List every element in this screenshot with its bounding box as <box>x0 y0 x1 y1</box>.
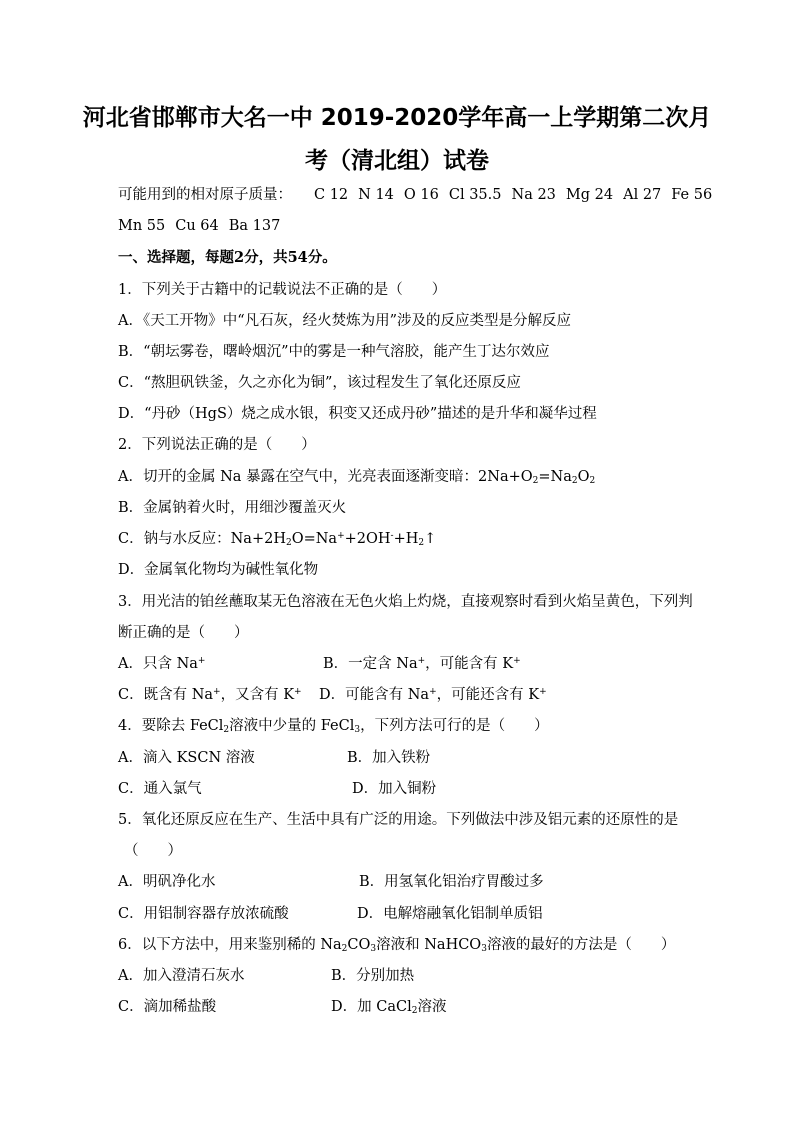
q5-options-row2 <box>118 904 678 924</box>
exam-title-line2: 考（清北组）试卷 <box>305 148 489 174</box>
q1-option-c: C．“熬胆矾铁釜，久之亦化为铜”，该过程发生了氧化还原反应 <box>118 375 521 391</box>
q2-a-equation: $2Na+O_2=Na_2O_2$ <box>478 469 596 486</box>
q1-option-b: B．“朝坛雾卷，曙岭烟沉”中的雾是一种气溶胶，能产生丁达尔效应 <box>118 344 550 360</box>
q3-stem-line1: 3．用光洁的铂丝蘸取某无色溶液在无色火焰上灼烧，直接观察时看到火焰呈黄色，下列判 <box>118 594 693 610</box>
q4-options-row2 <box>118 779 678 799</box>
q4-option-d: D．加入铜粉 <box>352 781 437 797</box>
section-heading: 一、选择题，每题2分，共54分。 <box>118 249 337 266</box>
q6-option-a: A．加入澄清石灰水 <box>118 968 245 984</box>
q2-c-equation: $Na+2H_2O=Na^++2OH^-+H_2↑$ <box>230 531 437 548</box>
q3-stem-line2: 断正确的是（ ） <box>118 625 249 641</box>
q1-option-d: D．“丹砂（HgS）烧之成水银，积变又还成丹砂”描述的是升华和凝华过程 <box>118 406 597 422</box>
q3-option-b: B．一定含 Na+，可能含有 K+ <box>323 656 521 672</box>
q6-options-row1 <box>118 966 678 986</box>
q2-option-a: A．切开的金属 Na 暴露在空气中，光亮表面逐渐变暗：$2Na+O_2=Na_2O_2$ <box>118 469 596 486</box>
q4-options-row1 <box>118 748 678 768</box>
q5-option-d: D．电解熔融氧化铝制单质铝 <box>357 906 543 922</box>
q3-option-a: A．只含 Na+ <box>118 656 206 672</box>
atomic-mass-label: 可能用到的相对原子质量： <box>118 187 292 203</box>
q6-option-c: C．滴加稀盐酸 <box>118 999 217 1015</box>
q4-option-b: B．加入铁粉 <box>347 750 431 766</box>
q5-option-c: C．用铝制容器存放浓硫酸 <box>118 906 289 922</box>
q5-option-a: A．明矾净化水 <box>118 874 216 890</box>
q5-option-b: B．用氢氧化铝治疗胃酸过多 <box>359 874 544 890</box>
q4-stem: 4．要除去 FeCl$_2$溶液中少量的 FeCl$_3$，下列方法可行的是（ ） <box>118 718 549 735</box>
q3-options-row1 <box>118 654 678 674</box>
q5-options-row1 <box>118 872 678 892</box>
q6-options-row2 <box>118 997 678 1017</box>
q3-option-d: D．可能含有 Na+，可能还含有 K+ <box>319 687 547 703</box>
q5-stem-line2: （ ） <box>124 843 182 859</box>
atomic-mass-row1: 可能用到的相对原子质量： C 12 N 14 O 16 Cl 35.5 Na 23 Mg 24 Al 27 Fe 56 <box>118 187 713 203</box>
q3-options-row2 <box>118 685 678 705</box>
q5-stem-line1: 5．氧化还原反应在生产、生活中具有广泛的用途。下列做法中涉及铝元素的还原性的是 <box>118 812 679 828</box>
q2-option-d: D．金属氧化物均为碱性氧化物 <box>118 562 319 578</box>
q6-option-d: D．加 CaCl$_2$溶液 <box>331 999 447 1016</box>
q2-option-b: B．金属钠着火时，用细沙覆盖灭火 <box>118 500 347 516</box>
q1-stem: 1．下列关于古籍中的记载说法不正确的是（ ） <box>118 282 447 298</box>
q2-stem: 2．下列说法正确的是（ ） <box>118 437 316 453</box>
q4-option-a: A．滴入 KSCN 溶液 <box>118 750 255 766</box>
q3-option-c: C．既含有 Na+，又含有 K+ <box>118 687 302 703</box>
atomic-mass-row2: Mn 55 Cu 64 Ba 137 <box>118 218 281 234</box>
q2-option-c: C．钠与水反应：$Na+2H_2O=Na^++2OH^-+H_2↑$ <box>118 531 437 548</box>
q1-option-a: A．《天工开物》中“凡石灰，经火焚炼为用”涉及的反应类型是分解反应 <box>118 313 572 329</box>
q4-option-c: C．通入氯气 <box>118 781 202 797</box>
exam-title-line1: 河北省邯郸市大名一中 2019-2020学年高一上学期第二次月 <box>82 105 712 131</box>
q6-option-b: B．分别加热 <box>331 968 415 984</box>
q6-stem: 6．以下方法中，用来鉴别稀的 $Na_2CO_3$溶液和 NaHCO$_3$溶液的最好的方法是（ ） <box>118 937 676 954</box>
